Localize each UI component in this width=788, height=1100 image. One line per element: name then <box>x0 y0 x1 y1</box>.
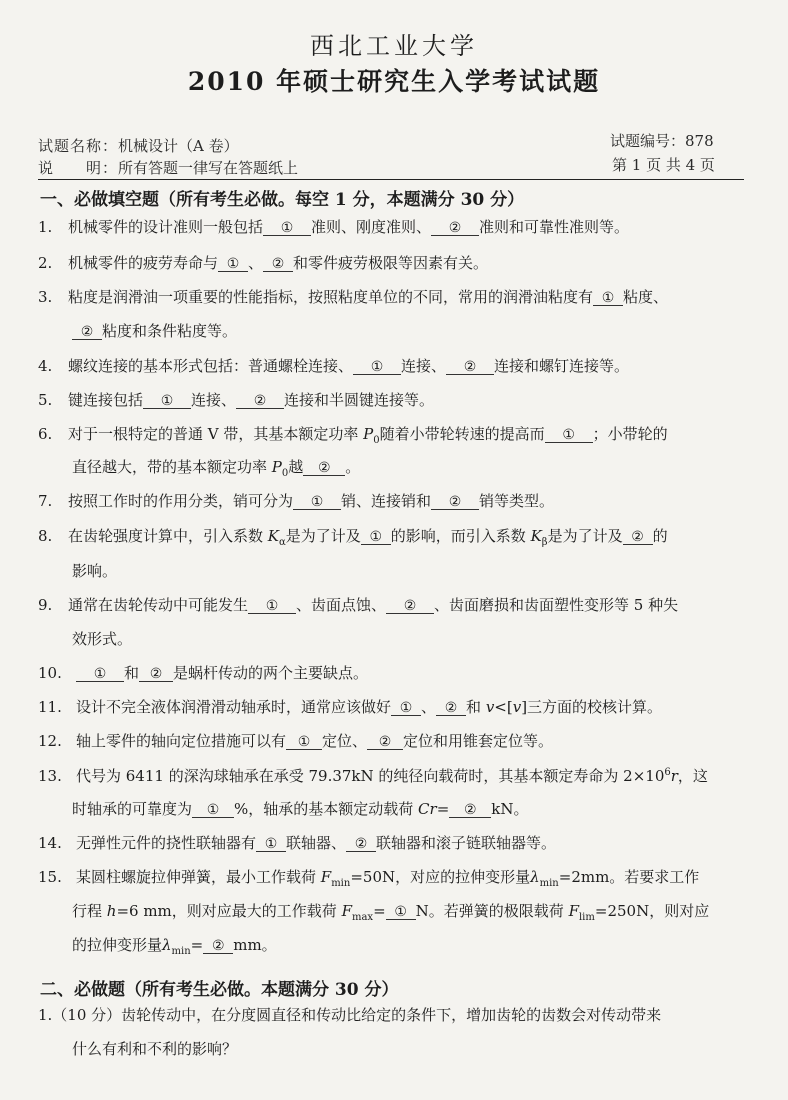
answer-blank: ② <box>303 461 345 476</box>
answer-blank: ① <box>391 701 421 716</box>
code-line <box>610 130 714 151</box>
answer-blank: ② <box>346 837 376 852</box>
answer-blank: ① <box>353 360 401 375</box>
question-9: 9. 通常在齿轮传动中可能发生 ① 、齿面点蚀、 ② 、齿面磨损和齿面塑性变形等 5 种失 <box>38 596 679 614</box>
question-12: 12. 轴上零件的轴向定位措施可以有 ① 定位、 ② 定位和用锥套定位等。 <box>38 732 554 750</box>
answer-blank: ② <box>72 325 102 340</box>
answer-blank: ① <box>293 495 341 510</box>
answer-blank: ② <box>449 803 491 818</box>
answer-blank: ① <box>545 428 593 443</box>
question-13-cont: 时轴承的可靠度为 ① %，轴承的基本额定动载荷 Cr= ② kN。 <box>72 800 529 818</box>
question-6-cont: 直径越大，带的基本额定功率 $P_0$越 ② 。 <box>72 458 361 479</box>
question-3: 3. 粘度是润滑油一项重要的性能指标，按照粘度单位的不同，常用的润滑油粘度有 ① 粘度、 <box>38 288 669 306</box>
answer-blank: ② <box>263 257 293 272</box>
exam-title: 2010 年硕士研究生入学考试试题 <box>187 67 601 96</box>
question-6: 6. 对于一根特定的普通 V 带，其基本额定功率 $P_0$随着小带轮转速的提高而 ① ；小带轮的 <box>38 425 668 446</box>
question-7: 7. 按照工作时的作用分类，销可分为 ① 销、连接销和 ② 销等类型。 <box>38 492 555 510</box>
question-13: 13. 代号为 6411 的深沟球轴承在承受 79.37kN 的纯径向载荷时，其基本额定寿命为 $2\times 10^6r$，这 <box>38 767 708 785</box>
note-value: 所有答题一律写在答题纸上 <box>118 159 299 177</box>
answer-blank: ② <box>446 360 494 375</box>
answer-blank: ① <box>593 291 623 306</box>
section1-title: 一、必做填空题（所有考生必做。每空 1 分，本题满分 30 分） <box>40 190 525 210</box>
subject-value: 机械设计（A 卷） <box>118 137 239 155</box>
note-line <box>38 157 298 178</box>
answer-blank: ① <box>361 530 391 545</box>
answer-blank: ② <box>203 939 233 954</box>
answer-blank: ② <box>367 735 403 750</box>
answer-blank: ① <box>263 221 311 236</box>
question-2: 2. 机械零件的疲劳寿命与 ① 、 ② 和零件疲劳极限等因素有关。 <box>38 254 489 272</box>
answer-blank: ① <box>192 803 234 818</box>
question-9-cont: 效形式。 <box>72 630 133 648</box>
question-15: 15. 某圆柱螺旋拉伸弹簧，最小工作载荷 $F_{min}=50N$，对应的拉伸变形量$\lambda_{min}=2mm$。若要求工作 <box>38 868 700 889</box>
essay-question-1-cont: 什么有利和不利的影响？ <box>72 1040 238 1058</box>
question-15-cont2: 的拉伸变形量$\lambda_{min}=$ ② mm。 <box>72 936 277 957</box>
answer-blank: ② <box>431 221 479 236</box>
question-1: 1. 机械零件的设计准则一般包括 ① 准则、刚度准则、 ② 准则和可靠性准则等。 <box>38 218 630 236</box>
answer-blank: ① <box>386 905 416 920</box>
answer-blank: ① <box>248 599 296 614</box>
code-label: 试题编号： <box>610 132 686 150</box>
answer-blank: ② <box>431 495 479 510</box>
question-3-cont: ② 粘度和条件粘度等。 <box>72 324 237 340</box>
university-name: 西北工业大学 <box>310 32 478 60</box>
answer-blank: ① <box>76 667 124 682</box>
essay-question-1: 1.（10 分）齿轮传动中，在分度圆直径和传动比给定的条件下，增加齿轮的齿数会对传动带来 <box>38 1006 662 1024</box>
question-4: 4. 螺纹连接的基本形式包括：普通螺栓连接、 ① 连接、 ② 连接和螺钉连接等。 <box>38 357 630 375</box>
answer-blank: ① <box>143 394 191 409</box>
answer-blank: ② <box>236 394 284 409</box>
header-divider <box>38 179 744 180</box>
question-8: 8. 在齿轮强度计算中，引入系数 $K_\alpha$是为了计及 ① 的影响，而引入系数 $K_\beta$是为了计及 ② 的 <box>38 527 668 548</box>
answer-blank: ① <box>256 837 286 852</box>
answer-blank: ② <box>623 530 653 545</box>
question-10: 10. ① 和 ② 是蜗杆传动的两个主要缺点。 <box>38 664 369 682</box>
code-value: 878 <box>685 132 714 150</box>
note-label: 说 明： <box>38 159 119 177</box>
answer-blank: ② <box>436 701 466 716</box>
answer-blank: ② <box>386 599 434 614</box>
page-info: 第 1 页 共 4 页 <box>612 156 715 174</box>
answer-blank: ① <box>218 257 248 272</box>
question-8-cont: 影响。 <box>72 562 118 580</box>
answer-blank: ① <box>286 735 322 750</box>
answer-blank: ② <box>139 667 173 682</box>
section2-title: 二、必做题（所有考生必做。本题满分 30 分） <box>40 980 399 1000</box>
subject-line <box>38 135 239 156</box>
question-14: 14. 无弹性元件的挠性联轴器有 ① 联轴器、 ② 联轴器和滚子链联轴器等。 <box>38 834 557 852</box>
subject-label: 试题名称： <box>38 137 119 155</box>
question-15-cont: 行程 h=6 mm，则对应最大的工作载荷 $F_{max}=$ ① N。若弹簧的极限载荷 $F_{lim}=250N$，则对应 <box>72 902 710 923</box>
question-11: 11. 设计不完全液体润滑滑动轴承时，通常应该做好 ① 、 ② 和 v<[v]三方面的校核计算。 <box>38 698 663 716</box>
question-5: 5. 键连接包括 ① 连接、 ② 连接和半圆键连接等。 <box>38 391 435 409</box>
